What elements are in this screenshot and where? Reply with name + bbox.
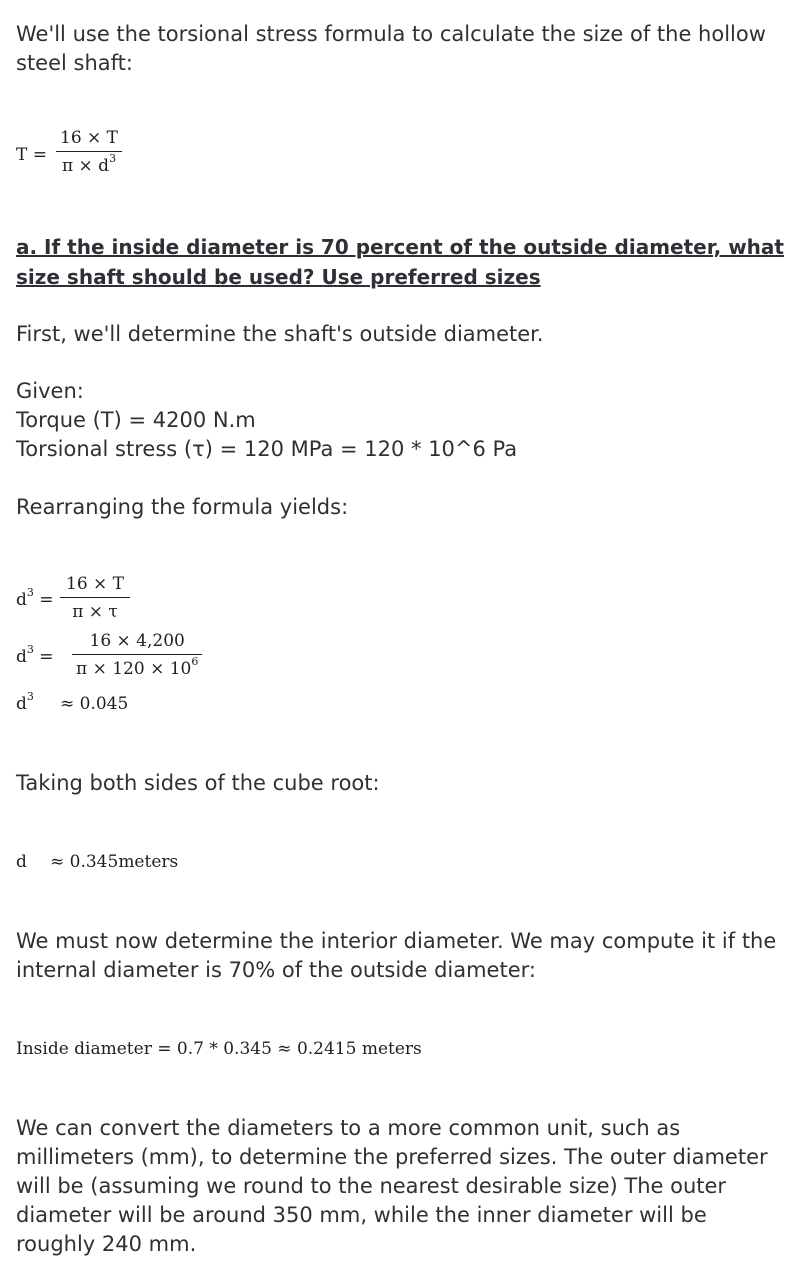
- eq2-numerator: 16 × 4,200: [72, 631, 202, 655]
- formula1-fraction: [56, 128, 122, 176]
- eq4-lhs: d: [16, 852, 27, 872]
- given-label: Given:: [16, 379, 84, 403]
- rearranging-text: Rearranging the formula yields:: [16, 495, 349, 519]
- eq1-denominator: π × τ: [72, 602, 118, 622]
- eq1-numerator: 16 × T: [60, 574, 130, 598]
- eq3-lhs-var: d: [16, 694, 27, 714]
- intro-paragraph: We'll use the torsional stress formula to calculate the size of the hollow steel shaft:: [16, 22, 766, 75]
- interior-paragraph: We must now determine the interior diameter. We may compute it if the internal diameter is 70% of the outside diameter:: [16, 929, 777, 982]
- eq1-lhs: [16, 586, 54, 610]
- eq2-den-exponent: 6: [191, 655, 199, 669]
- section-a-heading: a. If the inside diameter is 70 percent of the outside diameter, what size shaft should be used? Use preferred sizes: [16, 235, 784, 289]
- formula1-lhs: T =: [16, 145, 47, 165]
- inside-diameter-equation: Inside diameter = 0.7 * 0.345 ≈ 0.2415 meters: [16, 1039, 422, 1059]
- eq2-den-text: π × 120 × 10: [76, 659, 192, 679]
- formula1-den-text: π × d: [61, 156, 110, 176]
- formula1-den-exponent: 3: [109, 152, 117, 166]
- formula1-denominator: [56, 152, 122, 176]
- eq2-fraction: [72, 631, 202, 679]
- eq3-lhs: [16, 690, 34, 714]
- conclusion-paragraph: We can convert the diameters to a more common unit, such as millimeters (mm), to determine the preferred sizes. The outer diameter will be (assuming we round to the nearest desirable size) The outer diameter will be around 350 mm, while the inner diameter will be roughly 240 mm.: [16, 1116, 768, 1256]
- eq1-equals: =: [39, 590, 54, 610]
- given-stress: Torsional stress (τ) = 120 MPa = 120 * 10^6 Pa: [16, 437, 518, 461]
- eq2-denominator: [72, 655, 202, 679]
- eq4-rhs: ≈ 0.345meters: [50, 852, 179, 872]
- eq1-lhs-var: d: [16, 590, 27, 610]
- eq1-fraction: [60, 574, 130, 622]
- formula1-numerator: 16 × T: [56, 128, 122, 152]
- eq1-lhs-exponent: 3: [26, 586, 34, 600]
- eq2-lhs: [16, 643, 54, 667]
- given-torque: Torque (T) = 4200 N.m: [16, 408, 256, 432]
- eq2-equals: =: [39, 647, 54, 667]
- eq2-lhs-var: d: [16, 647, 27, 667]
- eq3-lhs-exponent: 3: [26, 690, 34, 704]
- eq2-lhs-exponent: 3: [26, 643, 34, 657]
- cube-root-text: Taking both sides of the cube root:: [16, 771, 380, 795]
- first-step-text: First, we'll determine the shaft's outside diameter.: [16, 322, 544, 346]
- eq3-rhs: ≈ 0.045: [60, 694, 129, 714]
